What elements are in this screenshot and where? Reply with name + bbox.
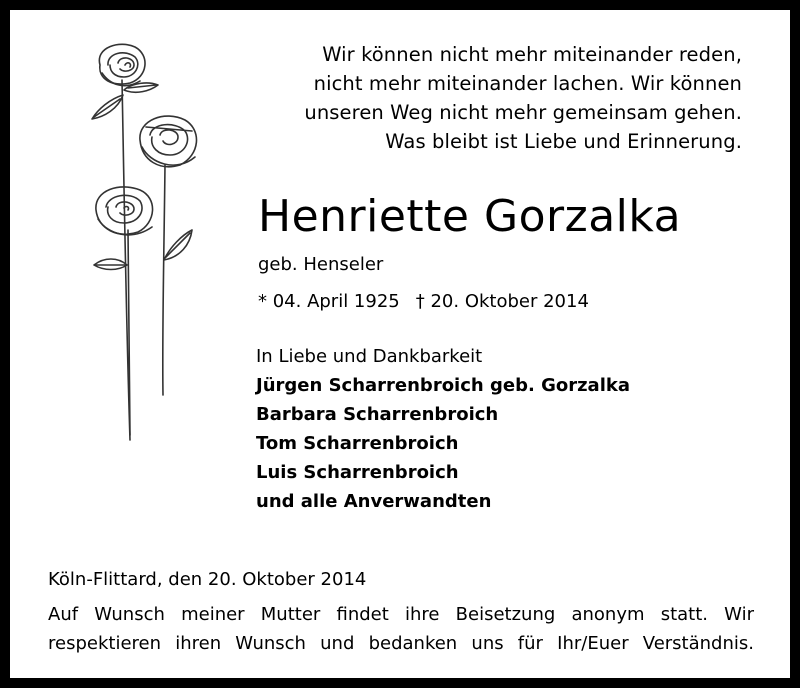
family-member: Jürgen Scharrenbroich geb. Gorzalka [256, 375, 630, 396]
family-member: Luis Scharrenbroich [256, 462, 459, 483]
notice-line: Auf Wunsch meiner Mutter findet ihre Beisetzung anonym statt. Wir [48, 604, 754, 625]
roses-drawing-icon [80, 35, 220, 455]
family-member: und alle Anverwandten [256, 491, 492, 512]
place-date: Köln-Flittard, den 20. Oktober 2014 [48, 569, 367, 590]
memorial-quote [222, 40, 742, 156]
family-member: Tom Scharrenbroich [256, 433, 459, 454]
quote-line: unseren Weg nicht mehr gemeinsam gehen. [304, 101, 742, 124]
quote-line: nicht mehr miteinander lachen. Wir können [313, 72, 742, 95]
family-member: Barbara Scharrenbroich [256, 404, 499, 425]
obituary-card [10, 10, 790, 678]
notice-line: respektieren ihren Wunsch und bedanken uns für Ihr/Euer Verständnis. [48, 633, 754, 654]
family-intro: In Liebe und Dankbarkeit [256, 346, 483, 367]
family-signature [256, 342, 630, 516]
funeral-notice [48, 600, 754, 658]
maiden-name: geb. Henseler [258, 254, 384, 275]
deceased-name: Henriette Gorzalka [258, 191, 682, 242]
birth-date: * 04. April 1925 [258, 291, 400, 312]
death-date: † 20. Oktober 2014 [415, 291, 589, 312]
quote-line: Was bleibt ist Liebe und Erinnerung. [385, 130, 742, 153]
quote-line: Wir können nicht mehr miteinander reden, [322, 43, 742, 66]
life-dates [258, 290, 589, 314]
